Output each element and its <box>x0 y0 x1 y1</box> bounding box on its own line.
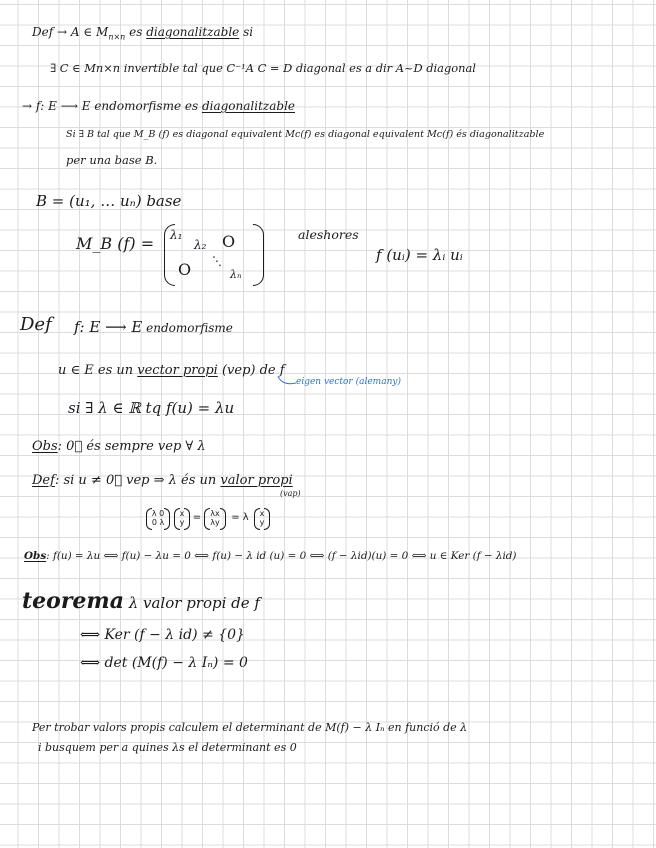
vector-lambda-x: λx <box>210 509 220 518</box>
vector-y-2: y <box>259 518 265 527</box>
basis-definition: B = (u₁, … uₙ) base <box>36 192 182 210</box>
small-vector-xy <box>174 508 190 528</box>
vector-x-2: x <box>259 509 265 518</box>
matrix-label: M_B (f) = <box>76 234 155 253</box>
def3-label: Def <box>32 473 55 488</box>
diagonal-matrix <box>164 224 264 284</box>
endomorphism-definition <box>74 320 233 335</box>
theorem-statement: λ valor propi de f <box>123 594 260 612</box>
vep-prefix: u ∈ E es un <box>58 363 138 378</box>
annotation-arrow-icon <box>276 374 300 388</box>
eigen-vector-annotation: eigen vector (alemany) <box>296 377 401 387</box>
vector-y: y <box>179 518 185 527</box>
matrix-dots: ⋱ <box>210 254 222 268</box>
observation-kernel-equivalence <box>24 551 517 561</box>
def1-subscript: n×n <box>108 32 126 42</box>
small-rhs: = λ <box>231 512 249 523</box>
theorem-line <box>22 590 260 612</box>
matrix-zero-top: O <box>222 232 236 251</box>
small-matrix-row1: λ 0 <box>151 509 165 518</box>
def1-suffix: si <box>239 25 254 39</box>
small-vector-lambda-xy <box>204 508 226 528</box>
obs1-text: : 0⃗ és sempre vep ∀ λ <box>57 439 206 454</box>
matrix-entry-lambdan: λₙ <box>230 268 242 281</box>
theorem-kernel-condition: ⟺ Ker (f − λ id) ≠ {0} <box>80 627 245 643</box>
small-vector-xy-2 <box>254 508 270 528</box>
vector-lambda-y: λy <box>210 518 220 527</box>
obs1-label: Obs <box>32 439 58 454</box>
obs2-text: : f(u) = λu ⟺ f(u) − λu = 0 ⟺ f(u) − λ id (u) = 0 ⟺ (f − λid)(u) = 0 ⟺ u ∈ Ker (f − λid) <box>46 550 517 562</box>
vep-suffix: (vep) de f <box>217 363 285 378</box>
small-matrix-equation <box>146 506 296 530</box>
basis-condition-continuation: per una base B. <box>66 153 158 167</box>
small-matrix-lambda <box>146 508 170 528</box>
def3-underlined-term: valor propi <box>220 473 293 488</box>
observation-zero-vector <box>32 440 206 453</box>
eigenvector-definition <box>58 364 285 377</box>
eigen-condition: si ∃ λ ∈ ℝ tq f(u) = λu <box>68 399 235 417</box>
right-parenthesis <box>253 224 264 286</box>
matrix-entry-lambda2: λ₂ <box>194 238 207 252</box>
def-label-2: Def <box>20 314 52 335</box>
endomorphism-map: f: E ⟶ E <box>74 318 143 336</box>
definition-diagonalizable-endomorphism <box>22 100 295 112</box>
obs2-label: Obs <box>24 550 47 562</box>
method-description-line2: i busquem per a quines λs el determinant es 0 <box>38 741 297 754</box>
vep-underlined-term: vector propi <box>137 363 218 378</box>
matrix-entry-lambda1: λ₁ <box>170 228 183 242</box>
vector-x: x <box>179 509 185 518</box>
theorem-title: teorema <box>22 588 124 614</box>
vap-abbreviation: (vap) <box>280 489 301 498</box>
aleshores-word: aleshores <box>298 227 359 242</box>
small-matrix-row2: 0 λ <box>151 518 165 527</box>
eigenvalue-definition <box>32 474 293 487</box>
theorem-determinant-condition: ⟺ det (M(f) − λ Iₙ) = 0 <box>80 655 248 671</box>
small-equals: = <box>192 512 202 523</box>
definition-diagonalizable-matrix <box>32 26 253 41</box>
endomorphism-word: endomorfisme <box>142 321 233 335</box>
basis-condition-line: Si ∃ B tal que M_B (f) es diagonal equivalent Mc(f) es diagonal equivalent Mc(f) és diagonalitzable <box>66 129 545 140</box>
def-endo-prefix: → f: E ⟶ E endomorfisme es <box>22 99 202 113</box>
matrix-zero-bottom: O <box>178 260 192 279</box>
def-endo-underlined-term: diagonalitzable <box>201 99 296 113</box>
eigen-equation: f (uᵢ) = λᵢ uᵢ <box>376 246 463 264</box>
def1-prefix: Def → A ∈ M <box>32 25 109 39</box>
def1-mid: es <box>125 25 147 39</box>
similarity-condition: ∃ C ∈ Mn×n invertible tal que C⁻¹A C = D diagonal es a dir A~D diagonal <box>50 61 476 75</box>
method-description-line1: Per trobar valors propis calculem el determinant de M(f) − λ Iₙ en funció de λ <box>32 721 468 734</box>
def1-underlined-term: diagonalitzable <box>146 25 240 39</box>
def3-prefix: : si u ≠ 0⃗ vep ⇒ λ és un <box>54 473 221 488</box>
